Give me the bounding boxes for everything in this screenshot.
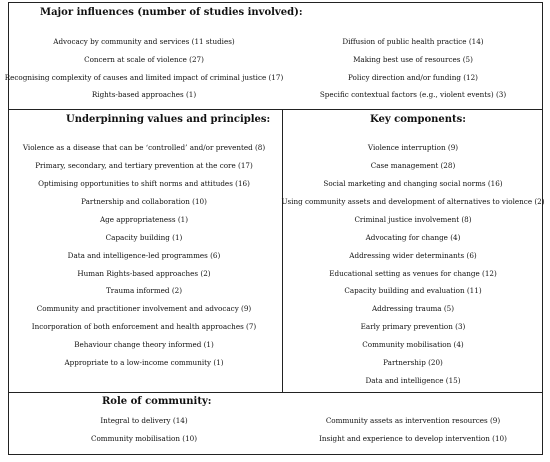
value-item: Primary, secondary, and tertiary prevention at the core (17) xyxy=(35,161,253,170)
value-item: Appropriate to a low-income community (1) xyxy=(64,358,224,367)
values-title: Underpinning values and principles: xyxy=(66,114,271,125)
divider-major-influences xyxy=(8,109,543,110)
value-item: Trauma informed (2) xyxy=(105,286,183,295)
value-item: Data and intelligence-led programmes (6) xyxy=(67,251,221,260)
component-item: Social marketing and changing social norms (16) xyxy=(323,179,503,188)
component-item: Advocating for change (4) xyxy=(365,233,461,242)
major-influence-item: Rights-based approaches (1) xyxy=(91,90,197,99)
value-item: Behaviour change theory informed (1) xyxy=(74,340,214,349)
value-item: Human Rights-based approaches (2) xyxy=(77,269,211,278)
community-item: Integral to delivery (14) xyxy=(100,416,188,425)
value-item: Capacity building (1) xyxy=(105,233,183,242)
major-influence-item: Making best use of resources (5) xyxy=(353,55,473,64)
value-item: Optimising opportunities to shift norms and attitudes (16) xyxy=(38,179,250,188)
major-influence-item: Specific contextual factors (e.g., violent events) (3) xyxy=(319,90,507,99)
components-title: Key components: xyxy=(370,114,466,125)
value-item: Age appropriateness (1) xyxy=(99,215,189,224)
component-item: Capacity building and evaluation (11) xyxy=(344,286,482,295)
value-item: Violence as a disease that can be ‘controlled’ and/or prevented (8) xyxy=(22,143,266,152)
value-item: Partnership and collaboration (10) xyxy=(81,197,207,206)
divider-community xyxy=(8,392,543,393)
major-influence-item: Recognising complexity of causes and limited impact of criminal justice (17) xyxy=(4,73,284,82)
major-influences-title: Major influences (number of studies involved): xyxy=(40,7,303,18)
component-item: Educational setting as venues for change (12) xyxy=(329,269,497,278)
community-title: Role of community: xyxy=(102,396,212,407)
major-influence-item: Advocacy by community and services (11 studies) xyxy=(53,37,235,46)
component-item: Criminal justice involvement (8) xyxy=(354,215,472,224)
component-item: Using community assets and development of alternatives to violence (2) xyxy=(281,197,545,206)
component-item: Addressing wider determinants (6) xyxy=(349,251,477,260)
component-item: Community mobilisation (4) xyxy=(362,340,464,349)
community-item: Community assets as intervention resources (9) xyxy=(325,416,501,425)
component-item: Early primary prevention (3) xyxy=(360,322,466,331)
divider-values-components xyxy=(282,109,283,392)
community-item: Community mobilisation (10) xyxy=(90,434,198,443)
major-influence-item: Diffusion of public health practice (14) xyxy=(342,37,484,46)
component-item: Violence interruption (9) xyxy=(367,143,459,152)
value-item: Community and practitioner involvement and advocacy (9) xyxy=(36,304,252,313)
component-item: Partnership (20) xyxy=(383,358,443,367)
major-influence-item: Concern at scale of violence (27) xyxy=(84,55,204,64)
component-item: Data and intelligence (15) xyxy=(365,376,461,385)
outer-frame xyxy=(8,2,543,455)
value-item: Incorporation of both enforcement and health approaches (7) xyxy=(31,322,257,331)
community-item: Insight and experience to develop intervention (10) xyxy=(319,434,507,443)
major-influence-item: Policy direction and/or funding (12) xyxy=(348,73,478,82)
component-item: Addressing trauma (5) xyxy=(371,304,455,313)
component-item: Case management (28) xyxy=(370,161,456,170)
